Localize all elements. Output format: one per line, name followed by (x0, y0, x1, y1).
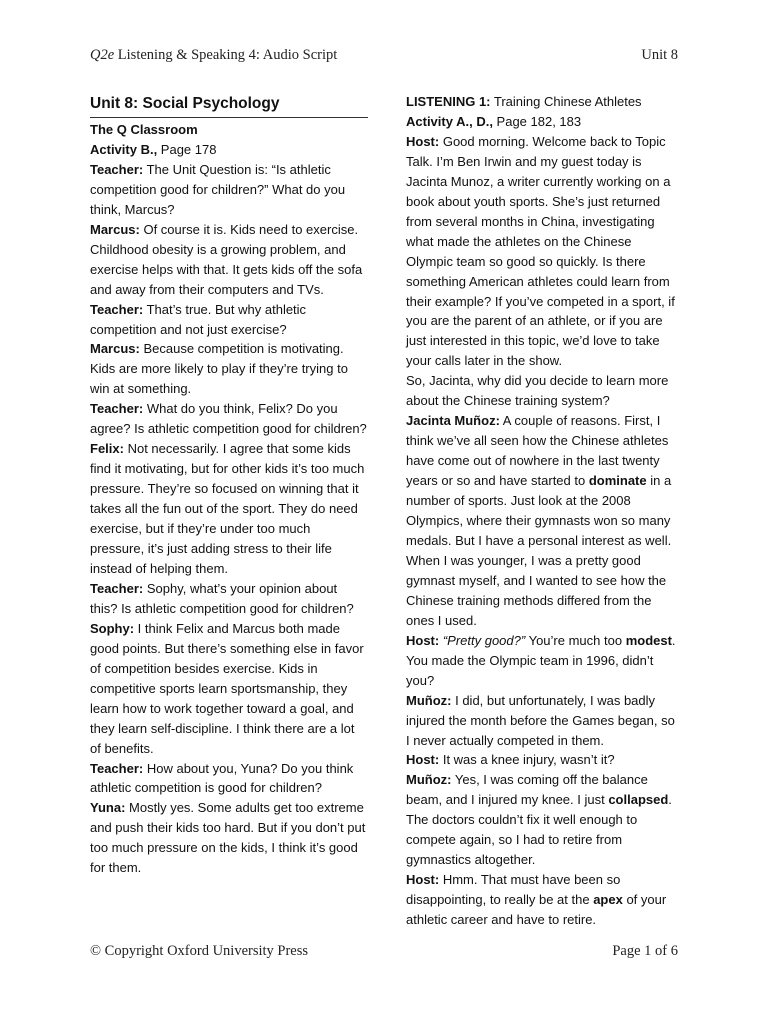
dialogue-text: Not necessarily. I agree that some kids find it motivating, but for other kids it’s too much pressure. They’re so focused on winning that it takes all the fun out of the sport. They do need exercise, but if they’re under too much pressure, it’s just adding stress to their life instead of helping them. (90, 441, 365, 576)
dialogue-text: I did, but unfortunately, I was badly injured the month before the Games began, so I never actually competed in them. (406, 692, 675, 748)
speaker: Muñoz: (406, 692, 452, 708)
activity-label: Activity B., (90, 141, 158, 157)
dialogue-line (90, 399, 368, 439)
header-title-rest: Listening & Speaking 4: Audio Script (114, 47, 338, 63)
activity-label: Activity A., D., (406, 113, 493, 129)
dialogue-text: Hmm. That must have been so disappointing, to really be at the (406, 872, 621, 908)
speaker: Host: (406, 133, 440, 149)
activity-line (406, 112, 681, 132)
speaker: Host: (406, 752, 440, 768)
speaker: Marcus: (90, 221, 140, 237)
speaker: Host: (406, 872, 440, 888)
dialogue-text: The Unit Question is: “Is athletic competition good for children?” What do you think, Marcus? (90, 161, 346, 217)
dialogue-line (90, 160, 368, 220)
speaker: Muñoz: (406, 772, 452, 788)
dialogue-text: in a number of sports. Just look at the 2008 Olympics, where their gymnasts won so many medals. But I have a personal interest as well. When I was younger, I was a pretty good gymnast myself, and I wanted to see how the Chinese training methods differed from the ones I used. (406, 473, 672, 628)
dialogue-text: Mostly yes. Some adults get too extreme and push their kids too hard. But if you don’t put too much pressure on the kids, I think it’s good for them. (90, 800, 366, 876)
vocab-word: dominate (588, 473, 647, 489)
dialogue-line (406, 631, 681, 691)
dialogue-text: A couple of reasons. First, I think we’ve all seen how the Chinese athletes have come out of nowhere in the last twenty years or so and have started to (406, 413, 669, 489)
dialogue-text: . You made the Olympic team in 1996, didn’t you? (406, 632, 676, 688)
listening-label: LISTENING 1: (406, 94, 491, 109)
left-column (90, 92, 368, 878)
footer-copyright: © Copyright Oxford University Press (90, 943, 309, 959)
dialogue-text: Because competition is motivating. Kids are more likely to play if they’re trying to win at something. (90, 341, 348, 397)
vocab-word: modest (625, 632, 672, 648)
speaker: Felix: (90, 441, 124, 457)
dialogue-text: What do you think, Felix? Do you agree? Is athletic competition good for children? (90, 401, 367, 437)
dialogue-text: Yes, I was coming off the balance beam, and I injured my knee. I just (406, 772, 648, 808)
dialogue-text: You’re much too (525, 632, 626, 648)
dialogue-text: . The doctors couldn’t fix it well enough to compete again, so I had to retire from gymnastics altogether. (406, 792, 672, 868)
dialogue-line (90, 220, 368, 300)
header-title (90, 47, 337, 64)
footer-page-number: Page 1 of 6 (612, 943, 678, 959)
dialogue-line (406, 132, 681, 371)
dialogue-line: So, Jacinta, why did you decide to learn more about the Chinese training system? (406, 373, 669, 409)
dialogue-line (90, 439, 368, 579)
dialogue-line (90, 300, 368, 340)
quoted-text: “Pretty good?” (439, 632, 526, 648)
section-heading: The Q Classroom (90, 122, 198, 137)
dialogue-line (406, 691, 681, 751)
activity-page: Page 182, 183 (492, 113, 582, 129)
dialogue-text: It was a knee injury, wasn’t it? (439, 752, 615, 768)
dialogue-text: Sophy, what’s your opinion about this? Is athletic competition good for children? (90, 580, 354, 616)
dialogue-line (406, 870, 681, 930)
dialogue-text: How about you, Yuna? Do you think athletic competition is good for children? (90, 760, 354, 796)
speaker: Teacher: (90, 580, 144, 596)
speaker: Sophy: (90, 620, 135, 636)
vocab-word: apex (593, 892, 623, 908)
dialogue-text: Good morning. Welcome back to Topic Talk. I’m Ben Irwin and my guest today is Jacinta Munoz, a writer currently working on a book about youth sports. She’s just returned from several months in China, investigating what made the athletes on the Chinese Olympic team so good so quickly. Is there something American athletes could learn from their example? If you’ve competed in a sport, if you are the parent of an athlete, or if you are just interested in this topic, we’d love to take your calls later in the show. (406, 133, 675, 369)
vocab-word: collapsed (608, 792, 669, 808)
dialogue-line (90, 798, 368, 878)
dialogue-line (406, 411, 681, 630)
header-unit: Unit 8 (641, 47, 678, 63)
dialogue-line (90, 579, 368, 619)
dialogue-line (90, 759, 368, 799)
speaker: Teacher: (90, 401, 144, 417)
dialogue-text: That’s true. But why athletic competition and not just exercise? (90, 301, 307, 337)
dialogue-line (406, 770, 681, 870)
activity-line (90, 140, 368, 160)
speaker: Host: (406, 632, 440, 648)
header-title-italic: Q2e (90, 47, 115, 63)
dialogue-text: of your athletic career and have to retire. (406, 892, 667, 928)
listening-title: Training Chinese Athletes (490, 94, 642, 109)
listening-heading (406, 92, 681, 112)
speaker: Yuna: (90, 800, 126, 816)
speaker: Jacinta Muñoz: (406, 413, 500, 429)
speaker: Teacher: (90, 161, 144, 177)
speaker: Marcus: (90, 341, 140, 357)
activity-page: Page 178 (157, 141, 217, 157)
right-column (406, 92, 681, 930)
dialogue-line (90, 339, 368, 399)
dialogue-line (406, 750, 681, 770)
dialogue-text: I think Felix and Marcus both made good points. But there’s something else in favor of competition besides exercise. Kids in competitive sports learn sportsmanship, they learn how to work together toward a goal, and they learn self-discipline. I think there are a lot of benefits. (90, 620, 364, 756)
speaker: Teacher: (90, 301, 144, 317)
speaker: Teacher: (90, 760, 144, 776)
dialogue-line (90, 619, 368, 759)
dialogue-text: Of course it is. Kids need to exercise. Childhood obesity is a growing problem, and exercise helps with that. It gets kids off the sofa and away from their computers and TVs. (90, 221, 363, 297)
unit-title: Unit 8: Social Psychology (90, 92, 368, 118)
